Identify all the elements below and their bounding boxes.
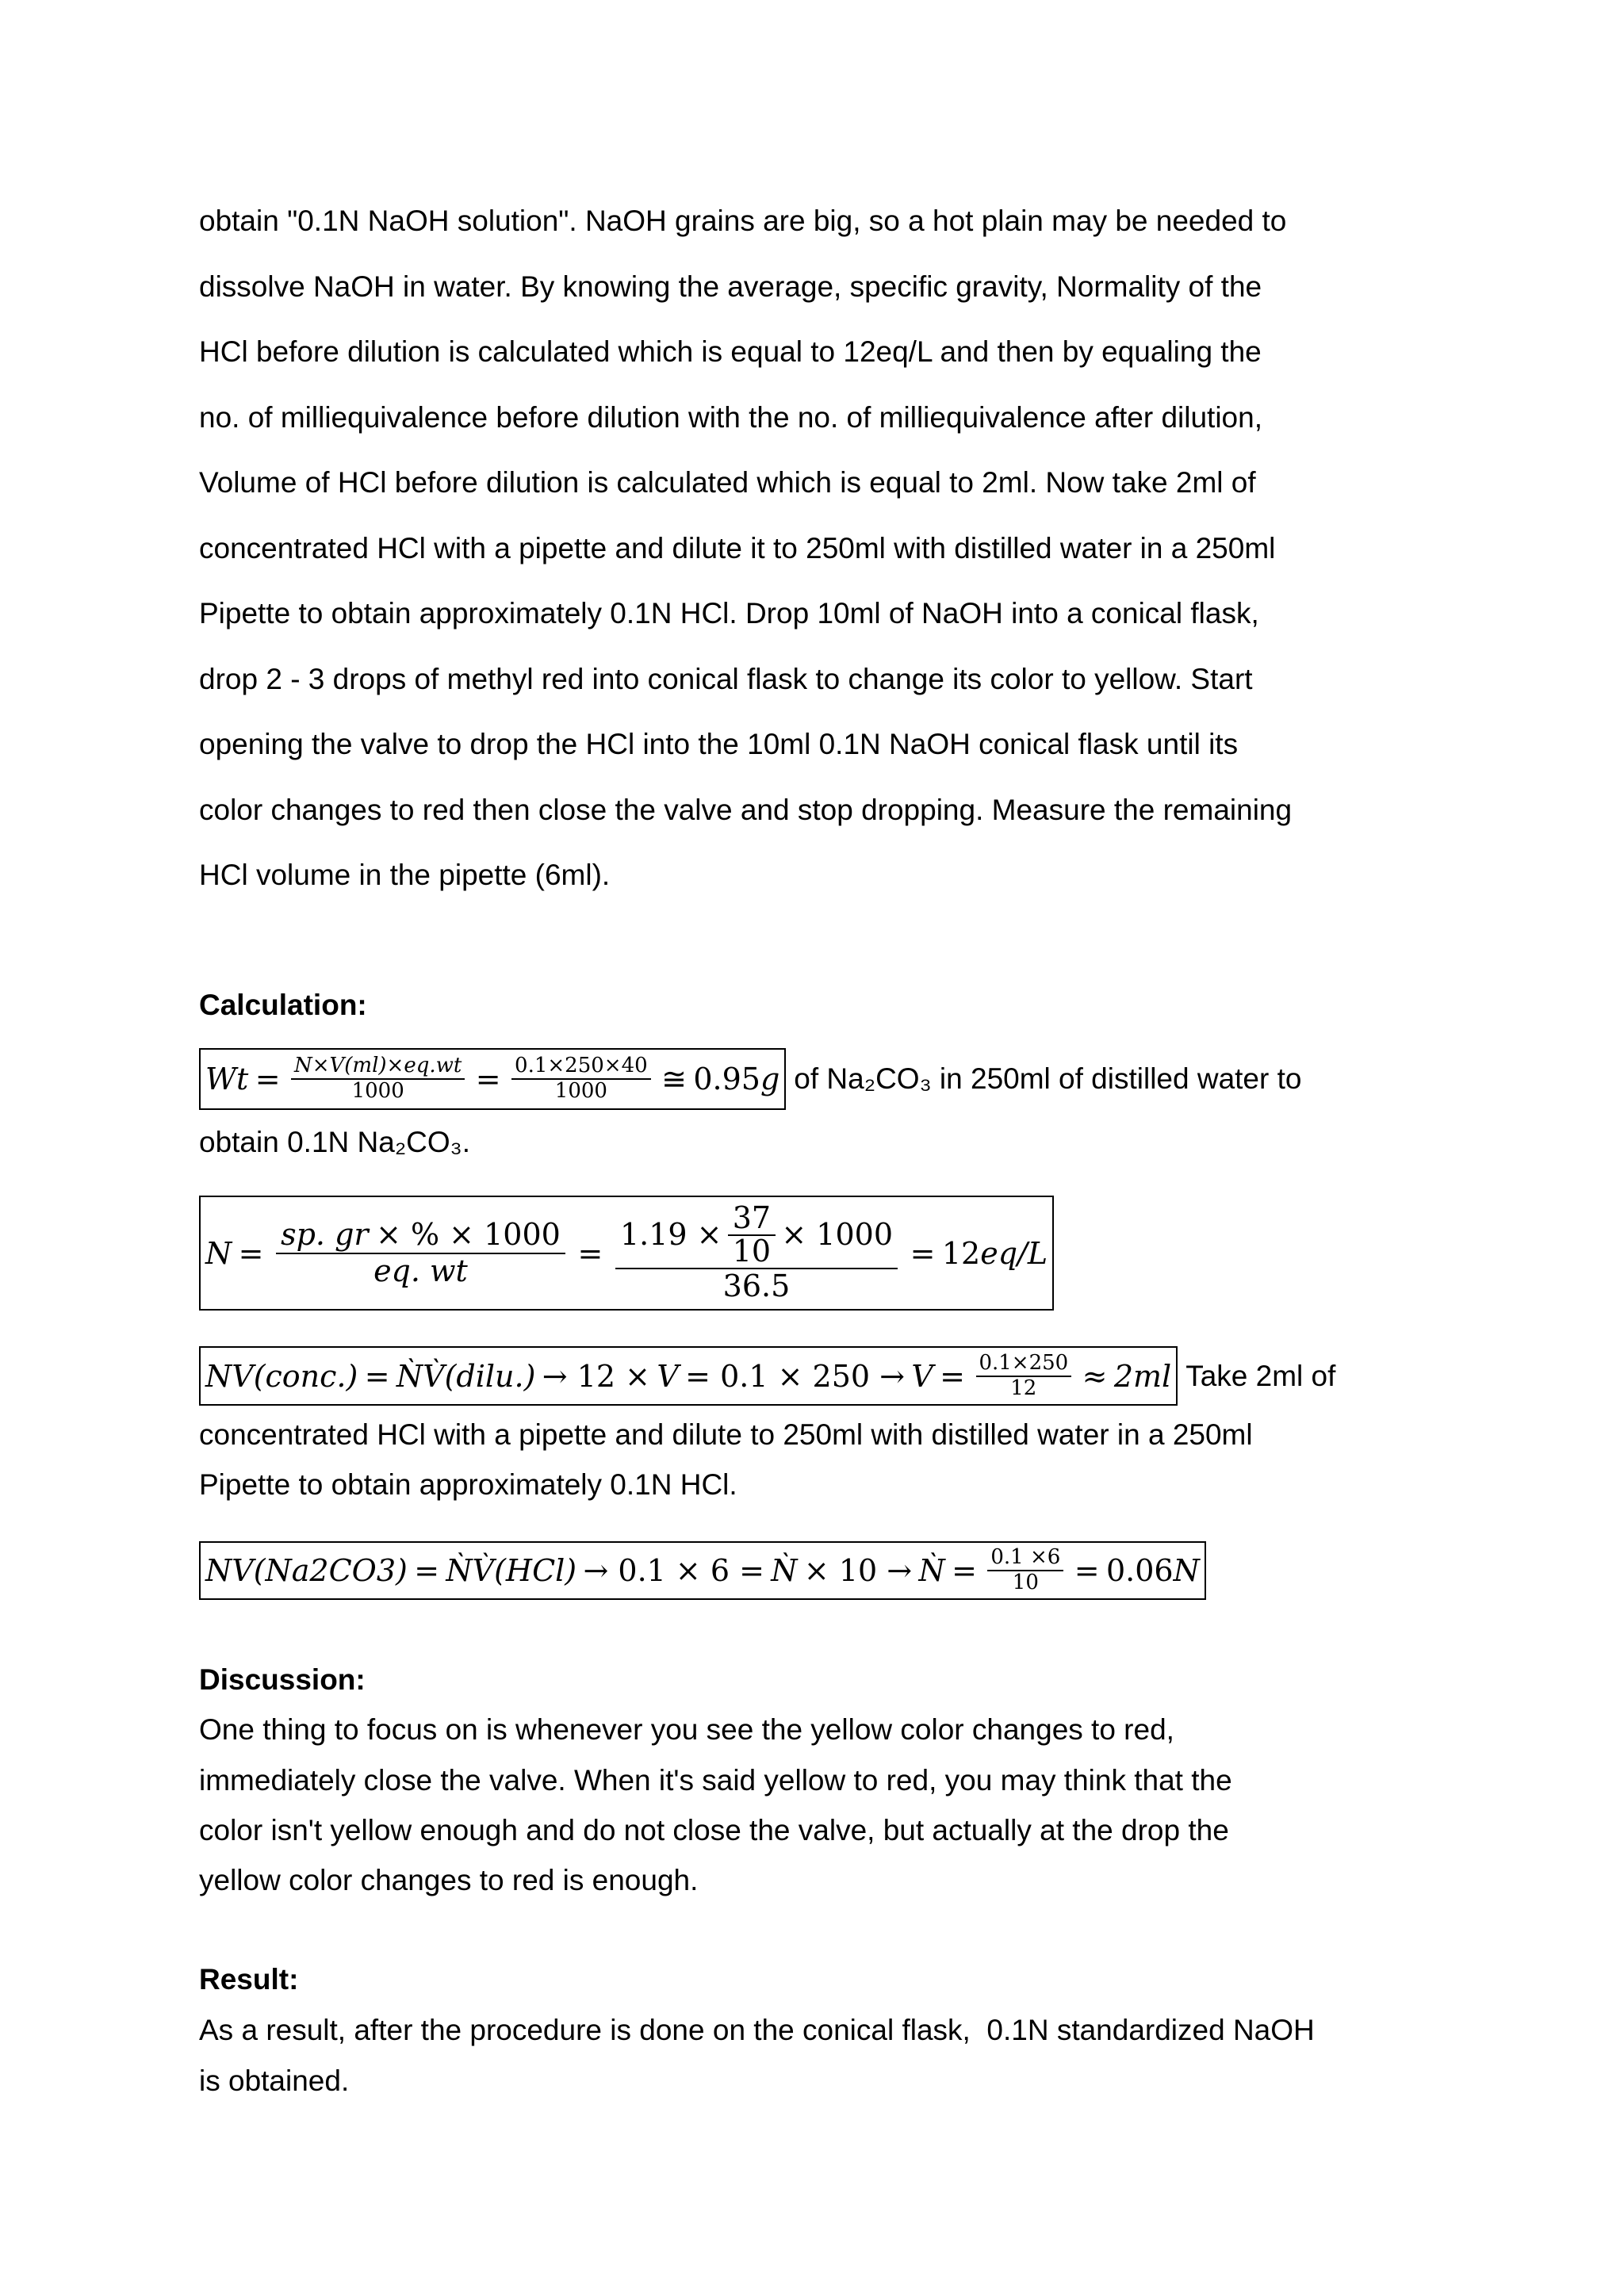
eq2-percent-denominator: 10 [732, 1233, 772, 1269]
eq1-followup [199, 1125, 470, 1160]
procedure-line: opening the valve to drop the HCl into the 10ml 0.1N NaOH conical flask until its [199, 728, 1239, 760]
eq3-volume-symbol: V [657, 1358, 679, 1394]
eq2-numerator-rest: × % × 1000 [376, 1216, 561, 1252]
eq1-result-value: 0.95 [693, 1062, 760, 1096]
eq3-trailing-text: Take 2ml of [1185, 1359, 1336, 1392]
procedure-line: HCl before dilution is calculated which is equal to 12eq/L and then by equaling the [199, 335, 1262, 368]
procedure-line: dissolve NaOH in water. By knowing the average, specific gravity, Normality of the [199, 270, 1262, 303]
eq2-lhs: N [205, 1235, 232, 1271]
eq3-approx-sign: ≈ [1082, 1358, 1108, 1394]
eq2-fraction-values-denominator: 36.5 [722, 1268, 791, 1303]
eq1-fraction-values-denominator: 1000 [554, 1079, 607, 1103]
eq4-fraction-numerator: 0.1 ×6 [987, 1546, 1063, 1571]
eq3-followup-line: Pipette to obtain approximately 0.1N HCl. [199, 1468, 737, 1501]
eq1-approx-sign: ≅ [661, 1062, 687, 1096]
standardization-equation-row [199, 1541, 1206, 1600]
eq3-rhs: ǸV̀(dilu.) [396, 1358, 536, 1394]
eq2-fraction-formula-numerator [276, 1218, 565, 1254]
eq1-followup-line: obtain 0.1N Na₂CO₃. [199, 1126, 471, 1158]
result-line: is obtained. [199, 2064, 350, 2097]
eq2-result-value: 12 [941, 1235, 981, 1271]
result-line: As a result, after the procedure is done on the conical flask, 0.1N standardized NaOH [199, 2014, 1315, 2046]
eq4-equals: = [414, 1553, 440, 1588]
procedure-line: concentrated HCl with a pipette and dilute it to 250ml with distilled water in a 250ml [199, 531, 1276, 564]
eq3-step: → 12 × [542, 1358, 650, 1394]
eq3-fraction-denominator: 12 [1010, 1376, 1037, 1400]
eq3-equals: = [940, 1358, 965, 1394]
eq3-volume-symbol: V [911, 1358, 933, 1394]
eq1-fraction-values-numerator: 0.1×250×40 [511, 1054, 650, 1080]
eq4-normality-symbol: Ǹ [918, 1553, 945, 1588]
eq1-equals: = [475, 1062, 501, 1096]
eq2-numerator-pre: 1.19 × [619, 1216, 722, 1252]
eq3-lhs: NV(conc.) [205, 1358, 358, 1394]
eq3-fraction [976, 1352, 1072, 1401]
weight-equation-row [199, 1048, 1301, 1110]
eq2-fraction-formula [276, 1218, 565, 1288]
procedure-paragraph [199, 189, 1292, 909]
eq4-rhs: ǸV̀(HCl) [446, 1553, 577, 1588]
discussion-line: One thing to focus on is whenever you see the yellow color changes to red, [199, 1713, 1174, 1747]
procedure-line: color changes to red then close the valve and stop dropping. Measure the remaining [199, 793, 1293, 826]
dilution-equation-box [199, 1346, 1178, 1406]
procedure-line: HCl volume in the pipette (6ml). [199, 859, 611, 891]
result-heading: Result: [199, 1963, 299, 1996]
eq4-step: → 0.1 × 6 = [583, 1553, 764, 1588]
procedure-line: obtain "0.1N NaOH solution". NaOH grains are big, so a hot plain may be needed to [199, 205, 1287, 237]
eq3-step: = 0.1 × 250 → [685, 1358, 905, 1394]
eq1-equals: = [255, 1062, 281, 1096]
result-section [199, 1954, 1315, 2107]
discussion-heading: Discussion: [199, 1663, 366, 1696]
eq3-followup-line: concentrated HCl with a pipette and dilute to 250ml with distilled water in a 250ml [199, 1418, 1253, 1451]
eq1-lhs: Wt [205, 1062, 249, 1096]
eq4-normality-symbol: Ǹ [771, 1553, 798, 1588]
eq1-trailing-text: of Na₂CO₃ in 250ml of distilled water to [794, 1062, 1302, 1095]
discussion-line: color isn't yellow enough and do not close the valve, but actually at the drop the [199, 1813, 1229, 1846]
eq3-fraction-numerator: 0.1×250 [976, 1352, 1072, 1377]
eq4-fraction [987, 1546, 1063, 1595]
calculation-heading: Calculation: [199, 989, 367, 1021]
eq4-result-value: 0.06 [1105, 1553, 1174, 1588]
eq2-result-unit: eq/L [980, 1235, 1048, 1271]
eq2-fraction-values-numerator [615, 1200, 897, 1269]
eq4-lhs: NV(Na2CO3) [205, 1553, 408, 1588]
eq4-step: × 10 → [803, 1553, 913, 1588]
eq2-equals: = [910, 1235, 936, 1271]
eq4-fraction-denominator: 10 [1012, 1571, 1039, 1594]
eq1-fraction-formula-numerator: N×V(ml)×eq.wt [291, 1054, 465, 1080]
eq2-fraction-values [615, 1200, 897, 1303]
eq2-equals: = [238, 1235, 264, 1271]
eq2-numerator-post: × 1000 [781, 1216, 894, 1252]
procedure-line: no. of milliequivalence before dilution with the no. of milliequivalence after dilution, [199, 400, 1262, 434]
dilution-equation-row [199, 1346, 1335, 1406]
eq3-followup [199, 1410, 1253, 1510]
eq2-equals: = [577, 1235, 603, 1271]
eq2-percent-numerator: 37 [728, 1203, 776, 1236]
eq2-percent-fraction [728, 1200, 776, 1269]
eq4-equals: = [1074, 1553, 1100, 1588]
eq1-result-unit: g [760, 1062, 780, 1096]
eq4-result-unit: N [1173, 1553, 1200, 1588]
discussion-line: yellow color changes to red is enough. [199, 1864, 699, 1897]
procedure-line: Pipette to obtain approximately 0.1N HCl. Drop 10ml of NaOH into a conical flask, [199, 597, 1259, 629]
procedure-line: Volume of HCl before dilution is calculated which is equal to 2ml. Now take 2ml of [199, 466, 1256, 499]
eq1-fraction-formula [291, 1054, 465, 1104]
normality-equation-row [199, 1196, 1054, 1311]
discussion-line: immediately close the valve. When it's said yellow to red, you may think that the [199, 1763, 1232, 1797]
eq1-fraction-formula-denominator: 1000 [351, 1079, 404, 1103]
procedure-line: drop 2 - 3 drops of methyl red into conical flask to change its color to yellow. Start [199, 662, 1253, 695]
eq3-equals: = [364, 1358, 390, 1394]
discussion-section [199, 1655, 1232, 1905]
weight-equation-box [199, 1048, 786, 1110]
eq3-result: 2ml [1113, 1358, 1172, 1394]
eq2-specific-gravity: sp. gr [281, 1216, 369, 1252]
eq2-fraction-formula-denominator: eq. wt [373, 1253, 468, 1288]
normality-equation-box [199, 1196, 1054, 1311]
eq4-equals: = [952, 1553, 977, 1588]
standardization-equation-box [199, 1541, 1206, 1600]
calculation-section [199, 988, 367, 1023]
eq1-fraction-values [511, 1054, 650, 1104]
